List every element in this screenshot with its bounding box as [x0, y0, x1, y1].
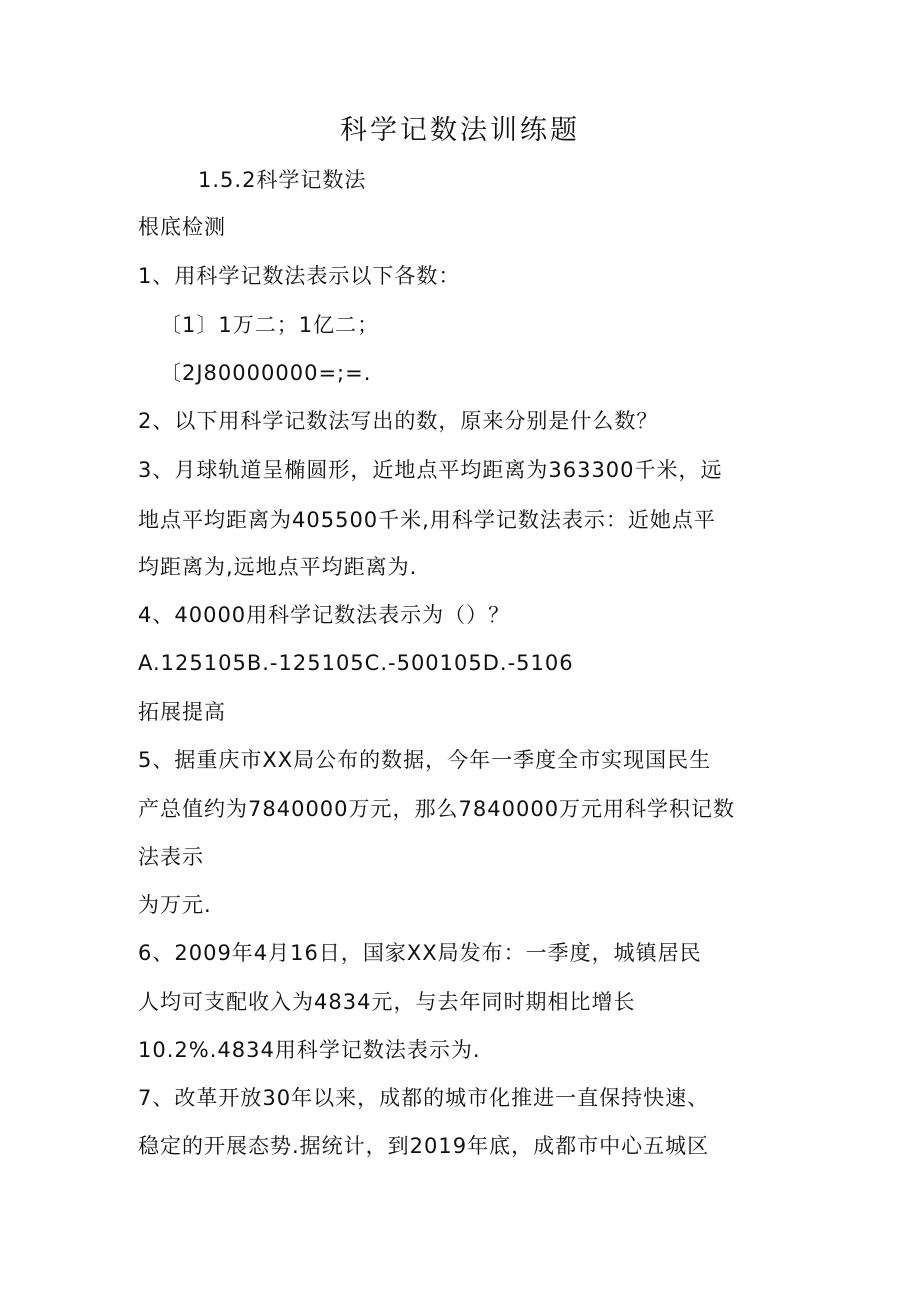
question-5-line-1: 5、据重庆市XX局公布的数据，今年一季度全市实现国民生 — [138, 748, 712, 772]
section-subtitle: 1.5.2科学记数法 — [198, 168, 367, 192]
question-5-line-3: 法表示 — [138, 845, 204, 869]
page-title: 科学记数法训练题 — [340, 115, 580, 146]
question-3-line-3: 均距离为,远地点平均距离为. — [138, 555, 418, 579]
question-2: 2、以下用科学记数法写出的数，原来分别是什么数？ — [138, 409, 659, 433]
question-6-line-3: 10.2%.4834用科学记数法表示为. — [138, 1038, 481, 1062]
question-3-line-1: 3、月球轨道呈椭圆形，近地点平均距离为363300千米，远 — [138, 458, 723, 482]
question-7-line-2: 稳定的开展态势.据统计，到2019年底，成都市中心五城区 — [138, 1134, 710, 1158]
question-4-options: A.125105B.-125105C.-500105D.-5106 — [138, 651, 574, 675]
question-1-part-1: 〔1〕1万二；1亿二； — [160, 313, 380, 337]
question-7-line-1: 7、改革开放30年以来，成都的城市化推进一直保持快速、 — [138, 1086, 710, 1110]
question-4: 4、40000用科学记数法表示为（）？ — [138, 603, 511, 627]
question-5-line-2: 产总值约为7840000万元，那么7840000万元用科学积记数 — [138, 797, 736, 821]
section-heading-basic: 根底检测 — [138, 215, 226, 239]
question-5-line-4: 为万元. — [138, 893, 212, 917]
question-1: 1、用科学记数法表示以下各数： — [138, 264, 461, 288]
question-6-line-2: 人均可支配收入为4834元，与去年同时期相比增长 — [138, 990, 636, 1014]
section-heading-extension: 拓展提高 — [138, 700, 226, 724]
question-1-part-2: 〔2J80000000=;=. — [160, 361, 372, 385]
question-3-line-2: 地点平均距离为405500千米,用科学记数法表示：近她点平 — [138, 508, 716, 532]
question-6-line-1: 6、2009年4月16日，国家XX局发布：一季度，城镇居民 — [138, 941, 702, 965]
